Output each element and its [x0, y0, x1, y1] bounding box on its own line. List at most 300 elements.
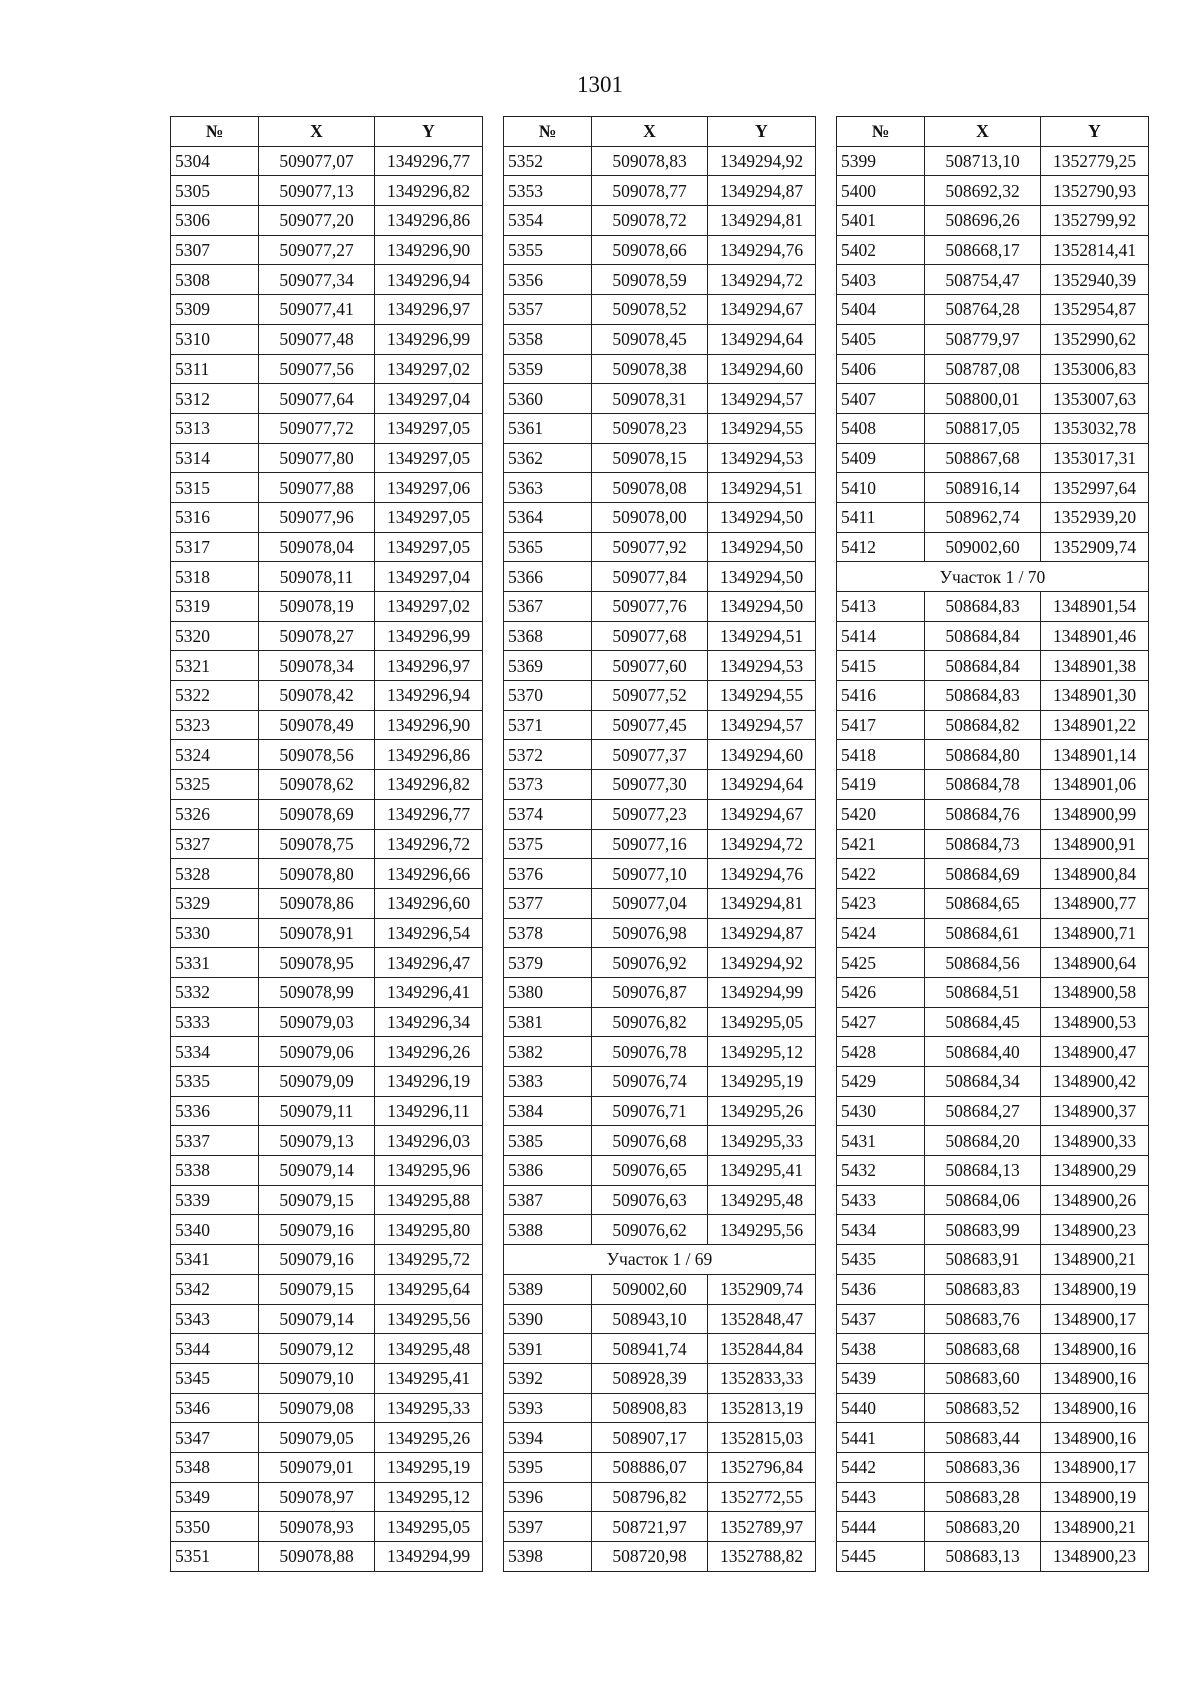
y-coordinate-cell: 1349296,34 — [375, 1007, 483, 1037]
y-coordinate-cell: 1349295,41 — [375, 1363, 483, 1393]
table-row — [504, 176, 816, 206]
x-coordinate-cell: 509002,60 — [925, 532, 1041, 562]
table-row — [171, 710, 483, 740]
point-number-cell: 5304 — [171, 146, 259, 176]
point-number-cell: 5398 — [504, 1542, 592, 1572]
x-coordinate-cell: 508720,98 — [592, 1542, 708, 1572]
y-coordinate-cell: 1348900,16 — [1041, 1363, 1149, 1393]
point-number-cell: 5352 — [504, 146, 592, 176]
table-row — [837, 1542, 1149, 1572]
x-coordinate-cell: 509077,88 — [259, 473, 375, 503]
table-row — [171, 918, 483, 948]
point-number-cell: 5362 — [504, 443, 592, 473]
y-coordinate-cell: 1348900,26 — [1041, 1185, 1149, 1215]
point-number-cell: 5391 — [504, 1334, 592, 1364]
table-row — [504, 1393, 816, 1423]
point-number-cell: 5306 — [171, 206, 259, 236]
table-row — [171, 265, 483, 295]
x-coordinate-cell: 509078,66 — [592, 235, 708, 265]
x-coordinate-cell: 509079,13 — [259, 1126, 375, 1156]
point-number-cell: 5365 — [504, 532, 592, 562]
y-coordinate-cell: 1348900,77 — [1041, 888, 1149, 918]
point-number-cell: 5442 — [837, 1452, 925, 1482]
x-coordinate-cell: 508684,20 — [925, 1126, 1041, 1156]
header-x: X — [925, 117, 1041, 147]
x-coordinate-cell: 509076,65 — [592, 1156, 708, 1186]
y-coordinate-cell: 1348900,21 — [1041, 1512, 1149, 1542]
x-coordinate-cell: 509077,96 — [259, 502, 375, 532]
x-coordinate-cell: 509079,01 — [259, 1452, 375, 1482]
y-coordinate-cell: 1349294,81 — [708, 206, 816, 236]
x-coordinate-cell: 508684,80 — [925, 740, 1041, 770]
table-row — [837, 1482, 1149, 1512]
point-number-cell: 5373 — [504, 770, 592, 800]
x-coordinate-cell: 508684,83 — [925, 681, 1041, 711]
coordinates-table-3 — [836, 116, 1149, 1572]
coordinates-table-2 — [503, 116, 816, 1572]
table-row — [504, 948, 816, 978]
point-number-cell: 5346 — [171, 1393, 259, 1423]
table-row — [504, 1452, 816, 1482]
point-number-cell: 5383 — [504, 1067, 592, 1097]
y-coordinate-cell: 1352909,74 — [708, 1274, 816, 1304]
y-coordinate-cell: 1352790,93 — [1041, 176, 1149, 206]
table-row — [837, 443, 1149, 473]
x-coordinate-cell: 509078,75 — [259, 829, 375, 859]
y-coordinate-cell: 1349295,96 — [375, 1156, 483, 1186]
point-number-cell: 5329 — [171, 888, 259, 918]
table-row — [837, 681, 1149, 711]
y-coordinate-cell: 1349297,05 — [375, 502, 483, 532]
x-coordinate-cell: 509079,14 — [259, 1156, 375, 1186]
y-coordinate-cell: 1348900,19 — [1041, 1274, 1149, 1304]
y-coordinate-cell: 1349295,19 — [708, 1067, 816, 1097]
point-number-cell: 5340 — [171, 1215, 259, 1245]
x-coordinate-cell: 508696,26 — [925, 206, 1041, 236]
point-number-cell: 5320 — [171, 621, 259, 651]
table-row — [837, 1126, 1149, 1156]
y-coordinate-cell: 1349295,48 — [375, 1334, 483, 1364]
x-coordinate-cell: 508684,84 — [925, 651, 1041, 681]
point-number-cell: 5347 — [171, 1423, 259, 1453]
point-number-cell: 5310 — [171, 324, 259, 354]
table-row — [837, 1215, 1149, 1245]
x-coordinate-cell: 508779,97 — [925, 324, 1041, 354]
point-number-cell: 5341 — [171, 1245, 259, 1275]
table-row — [504, 1363, 816, 1393]
y-coordinate-cell: 1348900,16 — [1041, 1334, 1149, 1364]
table-row — [837, 1304, 1149, 1334]
table-row — [504, 977, 816, 1007]
table-row — [504, 859, 816, 889]
table-row — [504, 502, 816, 532]
point-number-cell: 5384 — [504, 1096, 592, 1126]
point-number-cell: 5392 — [504, 1363, 592, 1393]
y-coordinate-cell: 1352940,39 — [1041, 265, 1149, 295]
y-coordinate-cell: 1348901,30 — [1041, 681, 1149, 711]
x-coordinate-cell: 509078,49 — [259, 710, 375, 740]
table-row — [504, 1482, 816, 1512]
table-row — [171, 859, 483, 889]
point-number-cell: 5431 — [837, 1126, 925, 1156]
x-coordinate-cell: 509077,52 — [592, 681, 708, 711]
point-number-cell: 5425 — [837, 948, 925, 978]
table-row — [504, 621, 816, 651]
y-coordinate-cell: 1349294,64 — [708, 770, 816, 800]
x-coordinate-cell: 509079,15 — [259, 1185, 375, 1215]
table-row — [171, 1245, 483, 1275]
x-coordinate-cell: 509078,31 — [592, 384, 708, 414]
table-row — [504, 1334, 816, 1364]
point-number-cell: 5388 — [504, 1215, 592, 1245]
table-row — [171, 681, 483, 711]
point-number-cell: 5382 — [504, 1037, 592, 1067]
table-row — [837, 235, 1149, 265]
table-row — [837, 859, 1149, 889]
y-coordinate-cell: 1349294,72 — [708, 829, 816, 859]
table-row — [171, 324, 483, 354]
table-row — [171, 473, 483, 503]
x-coordinate-cell: 508754,47 — [925, 265, 1041, 295]
section-row — [837, 562, 1149, 592]
x-coordinate-cell: 509077,34 — [259, 265, 375, 295]
y-coordinate-cell: 1353017,31 — [1041, 443, 1149, 473]
x-coordinate-cell: 509079,16 — [259, 1215, 375, 1245]
point-number-cell: 5312 — [171, 384, 259, 414]
table-row — [171, 1542, 483, 1572]
table-row — [837, 473, 1149, 503]
point-number-cell: 5390 — [504, 1304, 592, 1334]
table-row — [837, 592, 1149, 622]
table-row — [171, 1482, 483, 1512]
table-row — [171, 235, 483, 265]
table-row — [504, 1304, 816, 1334]
x-coordinate-cell: 509077,23 — [592, 799, 708, 829]
point-number-cell: 5332 — [171, 977, 259, 1007]
section-title: Участок 1 / 69 — [504, 1245, 816, 1275]
y-coordinate-cell: 1348900,21 — [1041, 1245, 1149, 1275]
point-number-cell: 5426 — [837, 977, 925, 1007]
x-coordinate-cell: 509078,27 — [259, 621, 375, 651]
point-number-cell: 5321 — [171, 651, 259, 681]
y-coordinate-cell: 1352772,55 — [708, 1482, 816, 1512]
y-coordinate-cell: 1349295,12 — [375, 1482, 483, 1512]
table-row — [504, 265, 816, 295]
point-number-cell: 5366 — [504, 562, 592, 592]
y-coordinate-cell: 1349295,56 — [375, 1304, 483, 1334]
x-coordinate-cell: 508800,01 — [925, 384, 1041, 414]
table-row — [837, 295, 1149, 325]
point-number-cell: 5324 — [171, 740, 259, 770]
x-coordinate-cell: 509078,97 — [259, 1482, 375, 1512]
table-row — [837, 1067, 1149, 1097]
x-coordinate-cell: 508907,17 — [592, 1423, 708, 1453]
y-coordinate-cell: 1349295,48 — [708, 1185, 816, 1215]
x-coordinate-cell: 509077,72 — [259, 413, 375, 443]
y-coordinate-cell: 1349294,81 — [708, 888, 816, 918]
x-coordinate-cell: 509078,59 — [592, 265, 708, 295]
point-number-cell: 5317 — [171, 532, 259, 562]
point-number-cell: 5322 — [171, 681, 259, 711]
table-row — [171, 1452, 483, 1482]
table-row — [837, 888, 1149, 918]
y-coordinate-cell: 1349297,02 — [375, 354, 483, 384]
x-coordinate-cell: 508684,73 — [925, 829, 1041, 859]
point-number-cell: 5417 — [837, 710, 925, 740]
x-coordinate-cell: 508684,13 — [925, 1156, 1041, 1186]
x-coordinate-cell: 509078,04 — [259, 532, 375, 562]
y-coordinate-cell: 1349296,99 — [375, 621, 483, 651]
table-row — [837, 918, 1149, 948]
x-coordinate-cell: 508796,82 — [592, 1482, 708, 1512]
table-row — [171, 354, 483, 384]
y-coordinate-cell: 1349294,87 — [708, 918, 816, 948]
header-x: X — [592, 117, 708, 147]
y-coordinate-cell: 1349297,06 — [375, 473, 483, 503]
y-coordinate-cell: 1349296,19 — [375, 1067, 483, 1097]
x-coordinate-cell: 508764,28 — [925, 295, 1041, 325]
x-coordinate-cell: 509078,08 — [592, 473, 708, 503]
point-number-cell: 5323 — [171, 710, 259, 740]
table-row — [504, 443, 816, 473]
header-y: Y — [1041, 117, 1149, 147]
y-coordinate-cell: 1349296,90 — [375, 710, 483, 740]
x-coordinate-cell: 509077,10 — [592, 859, 708, 889]
table-row — [171, 1334, 483, 1364]
y-coordinate-cell: 1349295,72 — [375, 1245, 483, 1275]
y-coordinate-cell: 1348900,71 — [1041, 918, 1149, 948]
y-coordinate-cell: 1349296,77 — [375, 146, 483, 176]
table-row — [837, 621, 1149, 651]
table-row — [837, 740, 1149, 770]
x-coordinate-cell: 508908,83 — [592, 1393, 708, 1423]
point-number-cell: 5433 — [837, 1185, 925, 1215]
y-coordinate-cell: 1349294,60 — [708, 740, 816, 770]
point-number-cell: 5414 — [837, 621, 925, 651]
y-coordinate-cell: 1349294,55 — [708, 413, 816, 443]
table-row — [171, 651, 483, 681]
x-coordinate-cell: 509076,92 — [592, 948, 708, 978]
y-coordinate-cell: 1349294,67 — [708, 799, 816, 829]
y-coordinate-cell: 1348900,17 — [1041, 1452, 1149, 1482]
y-coordinate-cell: 1348900,91 — [1041, 829, 1149, 859]
point-number-cell: 5411 — [837, 502, 925, 532]
table-row — [837, 770, 1149, 800]
x-coordinate-cell: 508683,28 — [925, 1482, 1041, 1512]
x-coordinate-cell: 509077,04 — [592, 888, 708, 918]
y-coordinate-cell: 1352779,25 — [1041, 146, 1149, 176]
x-coordinate-cell: 509078,52 — [592, 295, 708, 325]
point-number-cell: 5422 — [837, 859, 925, 889]
table-row — [504, 1126, 816, 1156]
x-coordinate-cell: 509077,13 — [259, 176, 375, 206]
x-coordinate-cell: 508684,27 — [925, 1096, 1041, 1126]
point-number-cell: 5409 — [837, 443, 925, 473]
point-number-cell: 5403 — [837, 265, 925, 295]
table-row — [171, 1185, 483, 1215]
y-coordinate-cell: 1348901,14 — [1041, 740, 1149, 770]
x-coordinate-cell: 509077,64 — [259, 384, 375, 414]
y-coordinate-cell: 1349294,99 — [375, 1542, 483, 1572]
x-coordinate-cell: 509077,30 — [592, 770, 708, 800]
y-coordinate-cell: 1349295,05 — [708, 1007, 816, 1037]
table-row — [504, 592, 816, 622]
x-coordinate-cell: 508817,05 — [925, 413, 1041, 443]
point-number-cell: 5404 — [837, 295, 925, 325]
y-coordinate-cell: 1349295,26 — [708, 1096, 816, 1126]
point-number-cell: 5328 — [171, 859, 259, 889]
table-row — [171, 977, 483, 1007]
y-coordinate-cell: 1353007,63 — [1041, 384, 1149, 414]
y-coordinate-cell: 1349294,64 — [708, 324, 816, 354]
table-row — [504, 146, 816, 176]
point-number-cell: 5389 — [504, 1274, 592, 1304]
y-coordinate-cell: 1349296,66 — [375, 859, 483, 889]
table-row — [171, 176, 483, 206]
table-row — [171, 295, 483, 325]
y-coordinate-cell: 1349296,26 — [375, 1037, 483, 1067]
table-row — [171, 1512, 483, 1542]
point-number-cell: 5434 — [837, 1215, 925, 1245]
y-coordinate-cell: 1349294,76 — [708, 235, 816, 265]
x-coordinate-cell: 509076,82 — [592, 1007, 708, 1037]
y-coordinate-cell: 1349296,72 — [375, 829, 483, 859]
y-coordinate-cell: 1348901,22 — [1041, 710, 1149, 740]
table-row — [837, 1037, 1149, 1067]
y-coordinate-cell: 1352939,20 — [1041, 502, 1149, 532]
y-coordinate-cell: 1349294,92 — [708, 146, 816, 176]
table-row — [171, 384, 483, 414]
x-coordinate-cell: 509078,11 — [259, 562, 375, 592]
x-coordinate-cell: 509078,38 — [592, 354, 708, 384]
x-coordinate-cell: 508684,76 — [925, 799, 1041, 829]
y-coordinate-cell: 1349294,51 — [708, 473, 816, 503]
x-coordinate-cell: 508684,40 — [925, 1037, 1041, 1067]
table-row — [837, 1512, 1149, 1542]
y-coordinate-cell: 1348900,84 — [1041, 859, 1149, 889]
x-coordinate-cell: 509078,86 — [259, 888, 375, 918]
point-number-cell: 5407 — [837, 384, 925, 414]
header-y: Y — [375, 117, 483, 147]
point-number-cell: 5314 — [171, 443, 259, 473]
y-coordinate-cell: 1349296,90 — [375, 235, 483, 265]
table-row — [504, 1096, 816, 1126]
table-row — [837, 710, 1149, 740]
x-coordinate-cell: 508684,06 — [925, 1185, 1041, 1215]
point-number-cell: 5313 — [171, 413, 259, 443]
point-number-cell: 5348 — [171, 1452, 259, 1482]
x-coordinate-cell: 508916,14 — [925, 473, 1041, 503]
section-row — [504, 1245, 816, 1275]
y-coordinate-cell: 1348900,37 — [1041, 1096, 1149, 1126]
table-row — [171, 1067, 483, 1097]
point-number-cell: 5439 — [837, 1363, 925, 1393]
x-coordinate-cell: 509077,07 — [259, 146, 375, 176]
y-coordinate-cell: 1349296,11 — [375, 1096, 483, 1126]
table-row — [504, 799, 816, 829]
point-number-cell: 5368 — [504, 621, 592, 651]
header-row — [837, 117, 1149, 147]
y-coordinate-cell: 1352814,41 — [1041, 235, 1149, 265]
table-row — [171, 413, 483, 443]
coordinates-table-1 — [170, 116, 483, 1572]
y-coordinate-cell: 1352796,84 — [708, 1452, 816, 1482]
x-coordinate-cell: 508668,17 — [925, 235, 1041, 265]
table-row — [837, 146, 1149, 176]
x-coordinate-cell: 509079,12 — [259, 1334, 375, 1364]
table-row — [504, 681, 816, 711]
y-coordinate-cell: 1348900,47 — [1041, 1037, 1149, 1067]
x-coordinate-cell: 508928,39 — [592, 1363, 708, 1393]
point-number-cell: 5342 — [171, 1274, 259, 1304]
x-coordinate-cell: 509078,42 — [259, 681, 375, 711]
point-number-cell: 5387 — [504, 1185, 592, 1215]
y-coordinate-cell: 1349294,72 — [708, 265, 816, 295]
point-number-cell: 5343 — [171, 1304, 259, 1334]
point-number-cell: 5445 — [837, 1542, 925, 1572]
point-number-cell: 5444 — [837, 1512, 925, 1542]
point-number-cell: 5305 — [171, 176, 259, 206]
y-coordinate-cell: 1349294,55 — [708, 681, 816, 711]
y-coordinate-cell: 1348901,06 — [1041, 770, 1149, 800]
table-row — [837, 354, 1149, 384]
point-number-cell: 5331 — [171, 948, 259, 978]
x-coordinate-cell: 509078,19 — [259, 592, 375, 622]
x-coordinate-cell: 509076,68 — [592, 1126, 708, 1156]
point-number-cell: 5408 — [837, 413, 925, 443]
x-coordinate-cell: 508886,07 — [592, 1452, 708, 1482]
x-coordinate-cell: 509076,87 — [592, 977, 708, 1007]
x-coordinate-cell: 509079,11 — [259, 1096, 375, 1126]
table-row — [837, 1096, 1149, 1126]
point-number-cell: 5363 — [504, 473, 592, 503]
table-row — [171, 1393, 483, 1423]
x-coordinate-cell: 509077,16 — [592, 829, 708, 859]
point-number-cell: 5406 — [837, 354, 925, 384]
y-coordinate-cell: 1349294,50 — [708, 532, 816, 562]
point-number-cell: 5440 — [837, 1393, 925, 1423]
table-row — [171, 740, 483, 770]
table-row — [171, 532, 483, 562]
x-coordinate-cell: 509078,34 — [259, 651, 375, 681]
point-number-cell: 5432 — [837, 1156, 925, 1186]
x-coordinate-cell: 508684,45 — [925, 1007, 1041, 1037]
point-number-cell: 5430 — [837, 1096, 925, 1126]
point-number-cell: 5339 — [171, 1185, 259, 1215]
x-coordinate-cell: 508867,68 — [925, 443, 1041, 473]
point-number-cell: 5335 — [171, 1067, 259, 1097]
y-coordinate-cell: 1349295,19 — [375, 1452, 483, 1482]
point-number-cell: 5436 — [837, 1274, 925, 1304]
point-number-cell: 5351 — [171, 1542, 259, 1572]
point-number-cell: 5402 — [837, 235, 925, 265]
x-coordinate-cell: 508684,61 — [925, 918, 1041, 948]
table-row — [171, 948, 483, 978]
x-coordinate-cell: 509002,60 — [592, 1274, 708, 1304]
y-coordinate-cell: 1348900,42 — [1041, 1067, 1149, 1097]
table-row — [171, 799, 483, 829]
y-coordinate-cell: 1349294,87 — [708, 176, 816, 206]
point-number-cell: 5385 — [504, 1126, 592, 1156]
x-coordinate-cell: 508684,69 — [925, 859, 1041, 889]
header-x: X — [259, 117, 375, 147]
point-number-cell: 5307 — [171, 235, 259, 265]
table-row — [504, 888, 816, 918]
y-coordinate-cell: 1353032,78 — [1041, 413, 1149, 443]
table-row — [837, 1007, 1149, 1037]
table-row — [171, 206, 483, 236]
x-coordinate-cell: 508943,10 — [592, 1304, 708, 1334]
